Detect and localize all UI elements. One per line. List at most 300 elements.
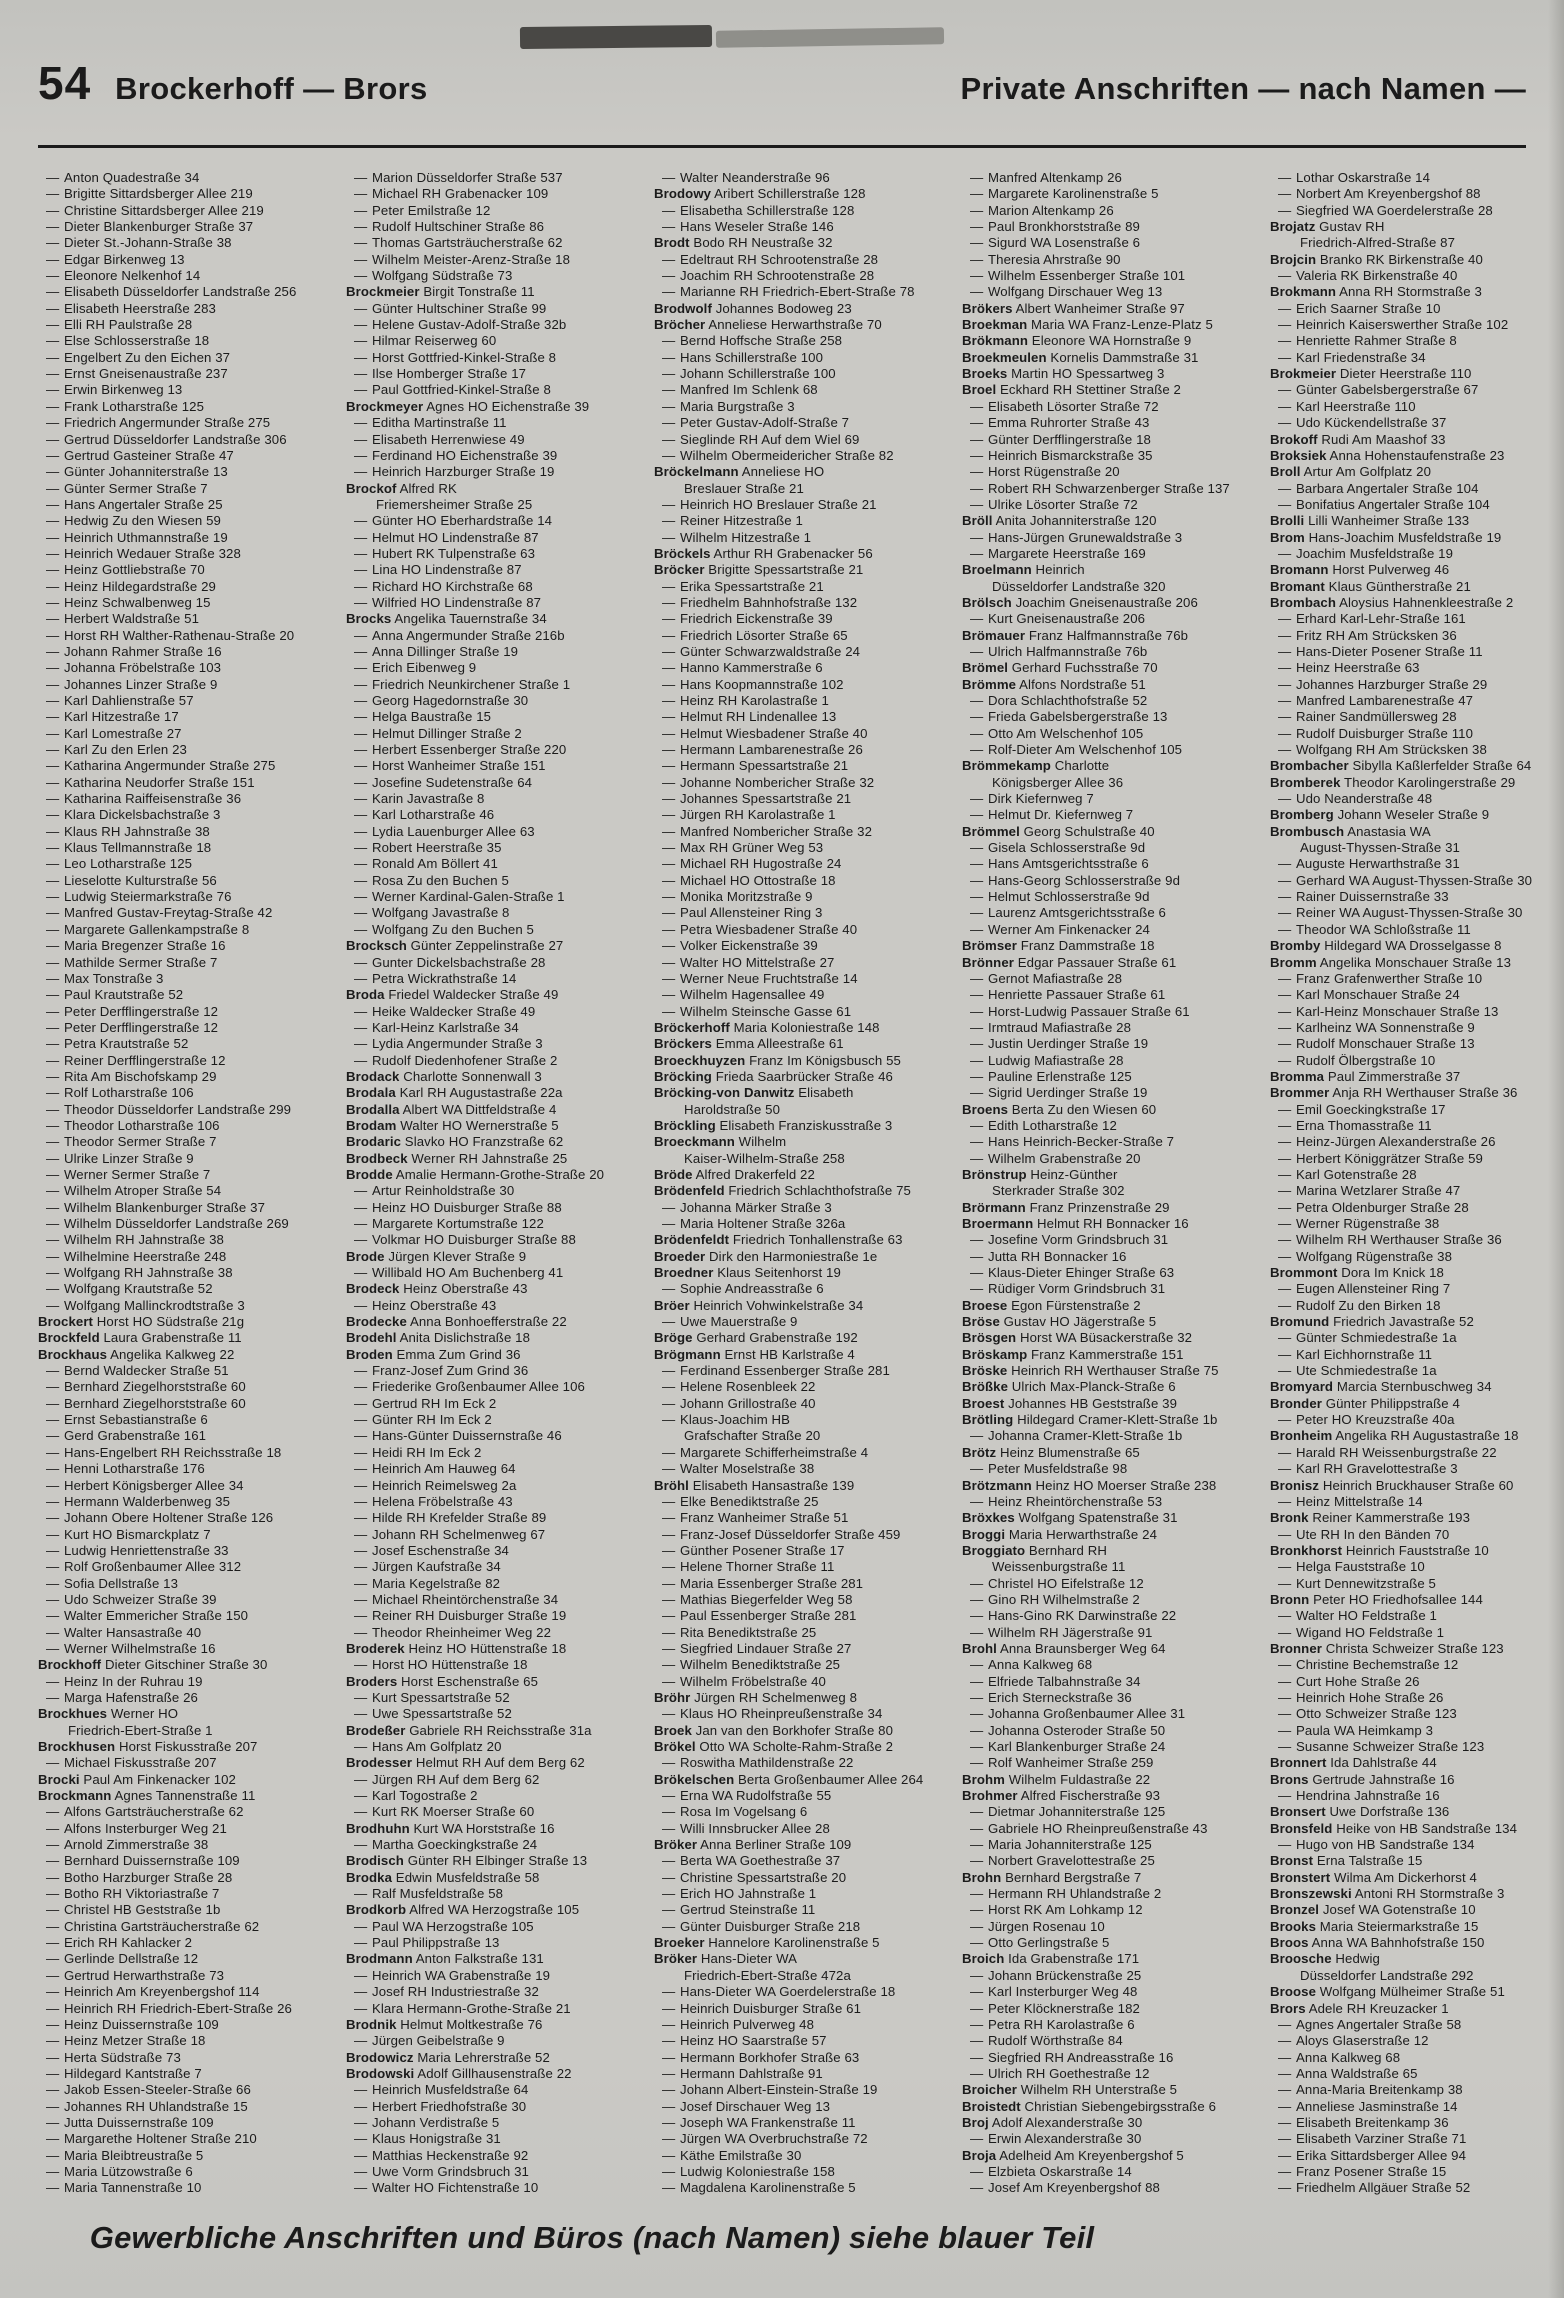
entry-row: — Klaus-Dieter Ehinger Straße 63 [970,1265,1175,1281]
entry-row: — Henriette Passauer Straße 61 [970,987,1166,1003]
entry-row: — Johann Albert-Einstein-Straße 19 [662,2082,878,2098]
entry-row: — Gertrud RH Im Eck 2 [354,1395,497,1411]
entry-row: Broeckhuyzen Franz Im Königsbusch 55 [654,1052,901,1068]
dash-marker: — [662,676,676,692]
entry-surname: Brömauer [962,627,1026,643]
entry-surname: Brodesser [346,1755,413,1771]
entry-row: Brodaric Slavko HO Franzstraße 62 [346,1134,564,1150]
dash-marker: — [662,905,676,921]
entry-surname: Bröckelmann [654,464,739,480]
entry-row: — Christine Bechemstraße 12 [1278,1657,1459,1673]
dash-marker: — [1278,1706,1292,1722]
entry-row: — Walter Hansastraße 40 [46,1624,202,1640]
entry-row: — Sigrid Uerdinger Straße 19 [970,1085,1148,1101]
entry-row: August-Thyssen-Straße 31 [1300,840,1460,856]
dash-marker: — [1278,725,1292,741]
entry-row: — Christina Gartsträucherstraße 62 [46,1918,260,1934]
entry-row: — Manfred Altenkamp 26 [970,170,1122,185]
dash-marker: — [354,709,368,725]
entry-row: — Willibald HO Am Buchenberg 41 [354,1265,564,1281]
entry-row: — Margarete Kortumstraße 122 [354,1216,544,1231]
dash-marker: — [354,447,368,463]
entry-row: Broekmeulen Kornelis Dammstraße 31 [962,349,1199,365]
entry-row: Brockhusen Horst Fiskusstraße 207 [38,1739,258,1754]
dash-marker: — [354,1657,368,1673]
entry-row: — Lina HO Lindenstraße 87 [354,562,522,578]
entry-row: Brößke Ulrich Max-Planck-Straße 6 [962,1379,1176,1395]
dash-marker: — [662,1902,676,1918]
dash-marker: — [46,742,60,758]
dash-marker: — [970,725,984,741]
entry-row: — Mathilde Sermer Straße 7 [46,954,218,970]
dash-marker: — [1278,1624,1292,1640]
entry-row: — Heinz Mittelstraße 14 [1278,1493,1423,1509]
entry-surname: Bröer [654,1297,690,1313]
dash-marker: — [46,725,60,741]
entry-row: — Anna Waldstraße 65 [1278,2065,1418,2081]
dash-marker: — [354,791,368,807]
entry-surname: Brockhues [38,1706,108,1722]
dash-marker: — [354,1542,368,1558]
entry-row: Brodam Walter HO Wernerstraße 5 [346,1117,559,1133]
dash-marker: — [1278,1003,1292,1019]
entry-row: — Rolf Großenbaumer Allee 312 [46,1559,242,1575]
entry-row: — Alfons Gartsträucherstraße 62 [46,1804,244,1820]
entry-surname: Broeks [962,366,1008,382]
dash-marker: — [662,202,676,218]
entry-row: Brohl Anna Braunsberger Weg 64 [962,1640,1166,1656]
entry-row: — Udo Schweizer Straße 39 [46,1591,217,1607]
dash-marker: — [970,447,984,463]
entry-row: Bronzel Josef WA Gotenstraße 10 [1270,1902,1476,1918]
entry-row: — Michael RH Grabenacker 109 [354,186,549,202]
entry-row: Haroldstraße 50 [684,1101,781,1117]
dash-marker: — [46,349,60,365]
entry-surname: Brodmann [346,1951,413,1967]
entry-surname: Brommont [1270,1265,1338,1281]
entry-row: Brodalla Albert WA Dittfeldstraße 4 [346,1101,557,1117]
scan-artifact-dark [520,25,712,49]
entry-surname: Bromann [1270,562,1329,578]
entry-row: — Horst-Ludwig Passauer Straße 61 [970,1003,1190,1019]
entry-surname: Brons [1270,1771,1309,1787]
dash-marker: — [46,1019,60,1035]
entry-row: Broders Horst Eschenstraße 65 [346,1673,539,1689]
dash-marker: — [354,1886,368,1902]
dash-marker: — [46,807,60,823]
dash-marker: — [354,921,368,937]
entry-row: — Werner Kardinal-Galen-Straße 1 [354,889,565,905]
entry-row: — Rudolf Monschauer Straße 13 [1278,1036,1475,1052]
entry-row: — Manfred Im Schlenk 68 [662,382,818,398]
entry-row: — Wilhelm Hagensallee 49 [662,987,825,1003]
entry-row: — Gertrud Düsseldorfer Landstraße 306 [46,431,287,447]
entry-row: Brörmann Franz Prinzenstraße 29 [962,1199,1170,1215]
entry-row: — Wolfgang Dirschauer Weg 13 [970,284,1163,300]
dash-marker: — [662,2016,676,2032]
entry-row: — Elisabeth Breitenkamp 36 [1278,2114,1449,2130]
entry-row: — Edith Lotharstraße 12 [970,1117,1117,1133]
entry-row: — Alfons Insterburger Weg 21 [46,1820,227,1836]
dash-marker: — [1278,186,1292,202]
dash-marker: — [1278,1134,1292,1150]
entry-row: — Karl-Heinz Monschauer Straße 13 [1278,1003,1499,1019]
dash-marker: — [1278,1412,1292,1428]
entry-row: — Johann Obere Holtener Straße 126 [46,1510,274,1526]
dash-marker: — [46,1591,60,1607]
dash-marker: — [1278,611,1292,627]
dash-marker: — [46,889,60,905]
entry-surname: Bromberg [1270,807,1334,823]
entry-row: Brommont Dora Im Knick 18 [1270,1265,1444,1281]
entry-row: — Rolf-Dieter Am Welschenhof 105 [970,742,1183,758]
entry-row: — Margarete Heerstraße 169 [970,545,1146,561]
entry-row: — Wilhelm Meister-Arenz-Straße 18 [354,251,571,267]
entry-row: — Peter Derfflingerstraße 12 [46,1019,219,1035]
dash-marker: — [1278,1117,1292,1133]
entry-surname: Bronst [1270,1853,1314,1869]
entry-surname: Brojatz [1270,219,1316,235]
entry-row: — Ronald Am Böllert 41 [354,856,498,872]
entry-row: — Jürgen WA Overbruchstraße 72 [662,2131,868,2147]
entry-row: — Wolfgang RH Jahnstraße 38 [46,1265,233,1281]
dash-marker: — [662,1379,676,1395]
entry-row: — Heinrich Musfeldstraße 64 [354,2082,529,2098]
entry-row: — Ferdinand HO Eichenstraße 39 [354,447,558,463]
entry-row: Brösgen Horst WA Büsackerstraße 32 [962,1330,1193,1346]
entry-row: — Heinz Metzer Straße 18 [46,2033,206,2049]
entry-row: — Helene Rosenbleek 22 [662,1379,816,1395]
dash-marker: — [354,725,368,741]
dash-marker: — [970,1804,984,1820]
dash-marker: — [970,905,984,921]
entry-surname: Broders [346,1673,398,1689]
entry-row: Brode Jürgen Klever Straße 9 [346,1248,527,1264]
entry-row: Brodnik Helmut Moltkestraße 76 [346,2016,543,2032]
entry-row: — Hermann Lambarenestraße 26 [662,742,863,758]
entry-surname: Broose [1270,1984,1317,2000]
entry-row: Brodala Karl RH Augustastraße 22a [346,1085,563,1101]
dash-marker: — [354,170,368,185]
dash-marker: — [354,1575,368,1591]
entry-row: — Klaus RH Jahnstraße 38 [46,823,210,839]
entry-row: — Helmut Dr. Kiefernweg 7 [970,807,1134,823]
dash-marker: — [970,1281,984,1297]
entry-row: — Ulrich RH Goethestraße 12 [970,2065,1150,2081]
entry-row: — Jutta RH Bonnacker 16 [970,1248,1127,1264]
dash-marker: — [46,496,60,512]
entry-row: — Helene Thorner Straße 11 [662,1559,835,1575]
entry-row: Brömel Gerhard Fuchsstraße 70 [962,660,1158,676]
dash-marker: — [46,1542,60,1558]
entry-row: — Heinrich Hohe Straße 26 [1278,1689,1444,1705]
entry-row: — Hans-Gino RK Darwinstraße 22 [970,1608,1177,1624]
dash-marker: — [662,840,676,856]
entry-row: — Herbert Essenberger Straße 220 [354,742,567,758]
dash-marker: — [354,643,368,659]
entry-row: — Marga Hafenstraße 26 [46,1689,198,1705]
entry-row: — Friedrich Angermunder Straße 275 [46,415,271,431]
dash-marker: — [662,398,676,414]
entry-row: — Klara Hermann-Grothe-Straße 21 [354,2000,571,2016]
dash-marker: — [1278,660,1292,676]
dash-marker: — [354,1265,368,1281]
entry-surname: Brodt [654,235,690,251]
entry-row: — Maria Kegelstraße 82 [354,1575,501,1591]
entry-surname: Brößke [962,1379,1009,1395]
entry-row: — Paul Philippstraße 13 [354,1935,500,1951]
entry-row: — Hans Koopmannstraße 102 [662,676,844,692]
entry-row: Brockhues Werner HO [38,1706,179,1722]
entry-row: — Heinz HO Saarstraße 57 [662,2033,827,2049]
dash-marker: — [662,2147,676,2163]
entry-surname: Bröker [654,1951,698,1967]
entry-surname: Bronder [1270,1395,1322,1411]
dash-marker: — [46,1379,60,1395]
dash-marker: — [1278,1183,1292,1199]
dash-marker: — [662,1624,676,1640]
dash-marker: — [46,1216,60,1231]
dash-marker: — [970,1232,984,1248]
dash-marker: — [46,840,60,856]
dash-marker: — [46,1461,60,1477]
entry-row: Bromant Klaus Güntherstraße 21 [1270,578,1471,594]
entry-surname: Brodam [346,1117,397,1133]
dash-marker: — [354,1493,368,1509]
entry-row: — Johann RH Schelmenweg 67 [354,1526,546,1542]
entry-row: — Heinz-Jürgen Alexanderstraße 26 [1278,1134,1496,1150]
entry-row: — Else Schlosserstraße 18 [46,333,210,349]
dash-marker: — [1278,1363,1292,1379]
entry-row: Bronk Reiner Kammerstraße 193 [1270,1510,1471,1526]
dash-marker: — [46,987,60,1003]
dash-marker: — [1278,1232,1292,1248]
entry-row: — Karl Blankenburger Straße 24 [970,1739,1166,1754]
dash-marker: — [354,1477,368,1493]
entry-surname: Brockmeyer [346,398,424,414]
entry-row: — Paul Essenberger Straße 281 [662,1608,857,1624]
entry-row: — Hans-Günter Duissernstraße 46 [354,1428,562,1444]
entry-row: — Karl Togostraße 2 [354,1788,478,1804]
dash-marker: — [46,1428,60,1444]
entry-row: — Elisabeth Herrenwiese 49 [354,431,525,447]
entry-row: — Klaus Honigstraße 31 [354,2131,501,2147]
entry-row: Brohmer Alfred Fischerstraße 93 [962,1788,1161,1804]
entry-surname: Brohmer [962,1788,1018,1804]
dash-marker: — [1278,2065,1292,2081]
dash-marker: — [354,529,368,545]
entry-row: — Petra Wiesbadener Straße 40 [662,921,858,937]
entry-row: — Joseph WA Frankenstraße 11 [662,2114,856,2130]
entry-row: — Pauline Erlenstraße 125 [970,1068,1132,1084]
dash-marker: — [662,1755,676,1771]
dash-marker: — [1278,627,1292,643]
entry-surname: Bromma [1270,1068,1325,1084]
dash-marker: — [354,1935,368,1951]
entry-row: — Erich Eibenweg 9 [354,660,477,676]
entry-row: — Otto Schweizer Straße 123 [1278,1706,1457,1722]
entry-row: — Wolfgang Mallinckrodtstraße 3 [46,1297,245,1313]
entry-row: — Heinrich Am Kreyenbergshof 114 [46,1984,260,2000]
entry-row: — Willi Innsbrucker Allee 28 [662,1820,830,1836]
entry-row: Broggiato Bernhard RH [962,1542,1107,1558]
entry-row: — Heinz In der Ruhrau 19 [46,1673,203,1689]
entry-row: Brockfeld Laura Grabenstraße 11 [38,1330,242,1346]
entry-row: — Bernhard Ziegelhorststraße 60 [46,1395,246,1411]
entry-row: — Walter HO Fichtenstraße 10 [354,2180,539,2196]
dash-marker: — [46,1902,60,1918]
entry-row: — Hans Angertaler Straße 25 [46,496,223,512]
dash-marker: — [46,284,60,300]
dash-marker: — [662,1886,676,1902]
entry-row: — Hildegard Kantstraße 7 [46,2065,202,2081]
dash-marker: — [970,1019,984,1035]
entry-row: — Ferdinand Essenberger Straße 281 [662,1363,890,1379]
dash-marker: — [1278,1216,1292,1231]
entry-row: — Dora Schlachthofstraße 52 [970,693,1148,708]
dash-marker: — [46,774,60,790]
dash-marker: — [1278,496,1292,512]
entry-row: — Maria Johanniterstraße 125 [970,1837,1152,1853]
entry-surname: Brokoff [1270,431,1318,447]
dash-marker: — [1278,1559,1292,1575]
dash-marker: — [1278,1019,1292,1035]
dash-marker: — [970,1722,984,1738]
entry-row: — Udo Neanderstraße 48 [1278,791,1433,807]
dash-marker: — [354,2180,368,2196]
entry-row: — Petra Wickrathstraße 14 [354,970,517,986]
entry-row: — Hermann Dahlstraße 91 [662,2065,823,2081]
entry-surname: Brodnik [346,2016,397,2032]
entry-row: — Johann Schillerstraße 100 [662,366,836,382]
entry-row: — Wilhelm RH Jahnstraße 38 [46,1232,224,1248]
dash-marker: — [46,1804,60,1820]
entry-row: — Frieda Gabelsbergerstraße 13 [970,709,1168,725]
entry-row: — Petra RH Karolastraße 6 [970,2016,1135,2032]
dash-marker: — [46,1559,60,1575]
entry-row: — Richard HO Kirchstraße 68 [354,578,533,594]
entry-row: — Karl Eichhornstraße 11 [1278,1346,1433,1362]
entry-surname: Bronnert [1270,1755,1327,1771]
entry-row: — Manfred Nombericher Straße 32 [662,823,872,839]
dash-marker: — [46,382,60,398]
dash-marker: — [970,2131,984,2147]
dash-marker: — [354,202,368,218]
entry-row: — Brigitte Sittardsberger Allee 219 [46,186,253,202]
dash-marker: — [662,529,676,545]
entry-row: Bröcher Anneliese Herwarthstraße 70 [654,317,882,333]
dash-marker: — [46,529,60,545]
dash-marker: — [970,545,984,561]
entry-row: — Hilde RH Krefelder Straße 89 [354,1510,547,1526]
entry-row: — Klara Dickelsbachstraße 3 [46,807,221,823]
section-title: Private Anschriften — nach Namen — [960,71,1526,106]
entry-surname: Bronsfeld [1270,1820,1333,1836]
dash-marker: — [970,1428,984,1444]
entry-surname: Brömmekamp [962,758,1051,774]
dash-marker: — [46,660,60,676]
dash-marker: — [46,2098,60,2114]
dash-marker: — [970,431,984,447]
dash-marker: — [970,1984,984,2000]
dash-marker: — [46,1281,60,1297]
entry-row: — Anna Dillinger Straße 19 [354,643,519,659]
entry-row: Brönstrup Heinz-Günther [962,1166,1118,1182]
entry-row: Broek Jan van den Borkhofer Straße 80 [654,1722,894,1738]
dash-marker: — [662,1216,676,1231]
entry-row: Bröhr Jürgen RH Schelmenweg 8 [654,1689,857,1705]
entry-row: — Heidi RH Im Eck 2 [354,1444,482,1460]
dash-marker: — [970,1853,984,1869]
dash-marker: — [1278,1150,1292,1166]
dash-marker: — [354,954,368,970]
entry-row: — Horst RH Walther-Rathenau-Straße 20 [46,627,295,643]
entry-row: Bröxkes Wolfgang Spatenstraße 31 [962,1510,1178,1526]
entry-surname: Brömel [962,660,1009,676]
dash-marker: — [662,1608,676,1624]
dash-marker: — [970,1150,984,1166]
entry-surname: Brors [1270,2000,1306,2016]
entry-row: Friedrich-Ebert-Straße 472a [684,1967,851,1983]
entry-row: Bröskamp Franz Kammerstraße 151 [962,1346,1184,1362]
dash-marker: — [662,578,676,594]
dash-marker: — [662,1314,676,1330]
dash-marker: — [46,1265,60,1281]
entry-surname: Brockmann [38,1788,112,1804]
entry-surname: Bröhr [654,1689,691,1705]
dash-marker: — [662,284,676,300]
entry-row: — Rudolf Ölbergstraße 10 [1278,1052,1436,1068]
entry-surname: Brockert [38,1314,94,1330]
entry-row: Brodwolf Johannes Bodoweg 23 [654,300,852,316]
dash-marker: — [46,1869,60,1885]
entry-surname: Bröxkes [962,1510,1015,1526]
entry-row: — Ludwig Mafiastraße 28 [970,1052,1124,1068]
dash-marker: — [354,300,368,316]
entry-row: Brons Gertrude Jahnstraße 16 [1270,1771,1455,1787]
entry-row: — Reiner WA August-Thyssen-Straße 30 [1278,905,1523,921]
dash-marker: — [662,415,676,431]
dash-marker: — [1278,1330,1292,1346]
dash-marker: — [46,1853,60,1869]
entry-row: — Paul WA Herzogstraße 105 [354,1918,534,1934]
entry-surname: Bröll [962,513,993,529]
entry-row: — Uwe Mauerstraße 9 [662,1314,798,1330]
entry-surname: Bronner [1270,1640,1322,1656]
dash-marker: — [970,1134,984,1150]
dash-marker: — [1278,643,1292,659]
dash-marker: — [354,693,368,708]
entry-row: — Günter Sermer Straße 7 [46,480,208,496]
entry-row: Brodowicz Maria Lehrerstraße 52 [346,2049,550,2065]
entry-row: — Walter HO Mittelstraße 27 [662,954,835,970]
entry-row: — Max RH Grüner Weg 53 [662,840,824,856]
entry-row: Brom Hans-Joachim Musfeldstraße 19 [1270,529,1502,545]
dash-marker: — [662,791,676,807]
entry-surname: Broeckhuyzen [654,1052,746,1068]
dash-marker: — [46,2163,60,2179]
entry-row: — Justin Uerdinger Straße 19 [970,1036,1149,1052]
entry-row: Bronsfeld Heike von HB Sandstraße 134 [1270,1820,1518,1836]
dash-marker: — [970,1493,984,1509]
entry-row: Bronner Christa Schweizer Straße 123 [1270,1640,1504,1656]
entry-row: — Elisabeth Heerstraße 283 [46,300,216,316]
entry-surname: Broden [346,1346,393,1362]
entry-row: — Jürgen RH Karolastraße 1 [662,807,836,823]
entry-row: — Rita Benediktstraße 25 [662,1624,817,1640]
entry-row: Bröhl Elisabeth Hansastraße 139 [654,1477,855,1493]
dash-marker: — [354,1216,368,1231]
